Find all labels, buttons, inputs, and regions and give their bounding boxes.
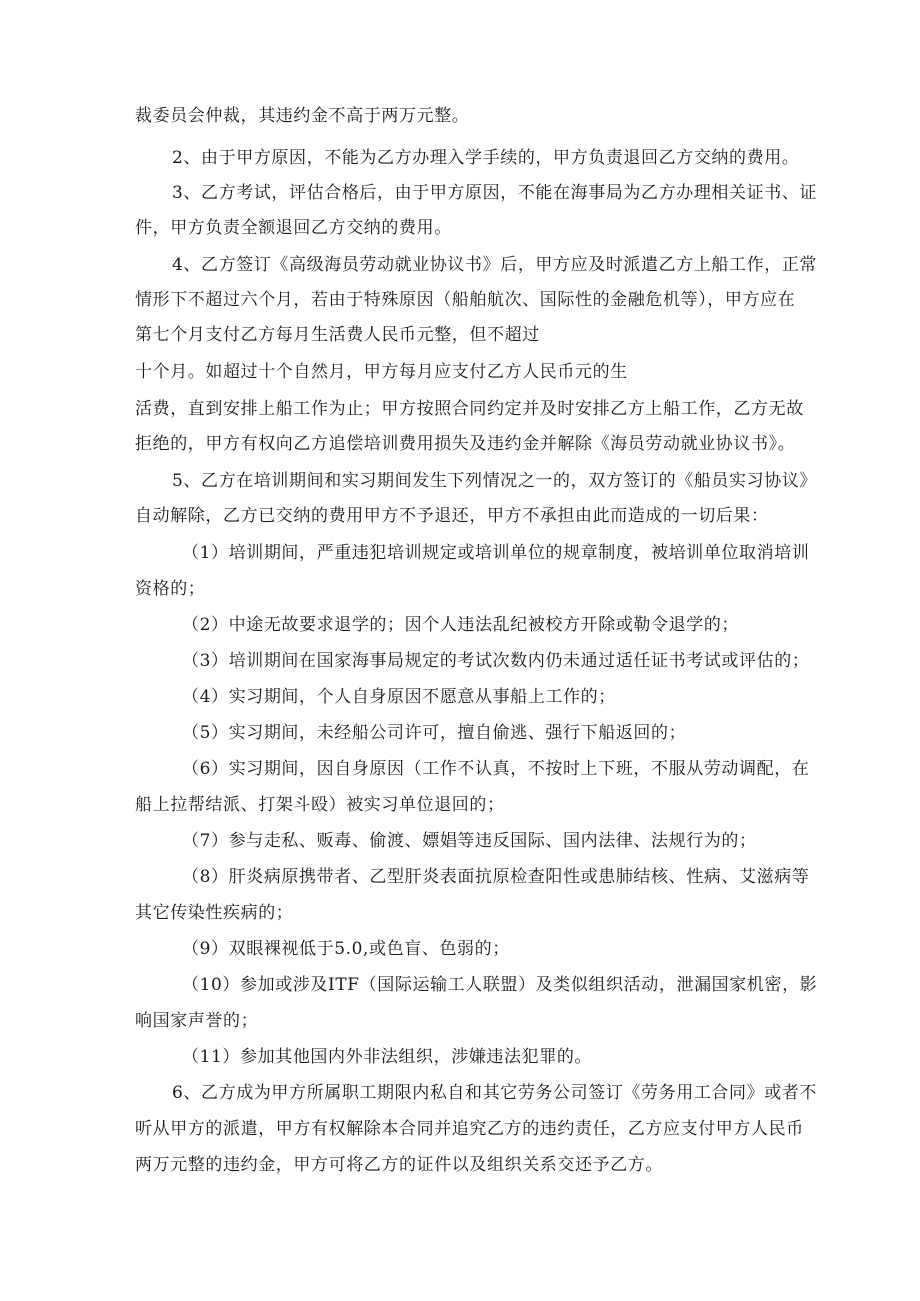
text-line: （8）肝炎病原携带者、乙型肝炎表面抗原检查阳性或患肺结核、性病、艾滋病等: [182, 867, 810, 887]
text-line: 自动解除，乙方已交纳的费用甲方不予退还，甲方不承担由此而造成的一切后果：: [135, 506, 769, 526]
text-line: （9）双眼裸视低于5.0,或色盲、色弱的；: [182, 939, 510, 959]
text-line: 4、乙方签订《高级海员劳动就业协议书》后，甲方应及时派遣乙方上船工作，正常: [172, 255, 818, 275]
text-line: 第七个月支付乙方每月生活费人民币元整，但不超过: [135, 325, 540, 345]
text-line: 活费，直到安排上船工作为止；甲方按照合同约定并及时安排乙方上船工作，乙方无故: [135, 399, 804, 419]
text-line: 十个月。如超过十个自然月，甲方每月应支付乙方人民币元的生: [135, 362, 628, 382]
text-line: 3、乙方考试，评估合格后，由于甲方原因，不能在海事局为乙方办理相关证书、证: [172, 183, 818, 203]
text-line: 响国家声誉的；: [135, 1011, 259, 1031]
text-line: 5、乙方在培训期间和实习期间发生下列情况之一的，双方签订的《船员实习协议》: [172, 471, 818, 491]
text-line: （5）实习期间，未经船公司许可，擅自偷逃、强行下船返回的；: [182, 723, 687, 743]
text-line: 船上拉帮结派、打架斗殴）被实习单位退回的；: [135, 795, 505, 815]
text-line: 拒绝的，甲方有权向乙方追偿培训费用损失及违约金并解除《海员劳动就业协议书》。: [135, 434, 796, 454]
text-line: 资格的；: [135, 579, 206, 599]
text-line: （4）实习期间，个人自身原因不愿意从事船上工作的；: [182, 687, 616, 707]
text-line: （3）培训期间在国家海事局规定的考试次数内仍未通过适任证书考试或评估的；: [182, 651, 810, 671]
text-line: 两万元整的违约金，甲方可将乙方的证件以及组织关系交还予乙方。: [135, 1155, 663, 1175]
text-line: 6、乙方成为甲方所属职工期限内私自和其它劳务公司签订《劳务用工合同》或者不: [172, 1083, 818, 1103]
text-line: （7）参与走私、贩毒、偷渡、嫖娼等违反国际、国内法律、法规行为的；: [182, 831, 757, 851]
text-line: 情形下不超过六个月，若由于特殊原因（船舶航次、国际性的金融危机等），甲方应在: [135, 290, 796, 310]
text-line: （11）参加其他国内外非法组织，涉嫌违法犯罪的。: [182, 1047, 593, 1067]
text-line: 件，甲方负责全额退回乙方交纳的费用。: [135, 218, 452, 238]
text-line: 2、由于甲方原因，不能为乙方办理入学手续的，甲方负责退回乙方交纳的费用。: [172, 148, 800, 168]
text-line: 裁委员会仲裁，其违约金不高于两万元整。: [135, 106, 470, 126]
text-line: （1）培训期间，严重违犯培训规定或培训单位的规章制度，被培训单位取消培训: [182, 543, 810, 563]
text-line: 听从甲方的派遣，甲方有权解除本合同并追究乙方的违约责任，乙方应支付甲方人民币: [135, 1119, 804, 1139]
text-line: （2）中途无故要求退学的；因个人违法乱纪被校方开除或勒令退学的；: [182, 615, 740, 635]
text-line: （6）实习期间，因自身原因（工作不认真，不按时上下班，不服从劳动调配，在: [182, 759, 810, 779]
text-line: （10）参加或涉及ITF（国际运输工人联盟）及类似组织活动，泄漏国家机密，影: [182, 975, 818, 995]
text-line: 其它传染性疾病的；: [135, 903, 294, 923]
